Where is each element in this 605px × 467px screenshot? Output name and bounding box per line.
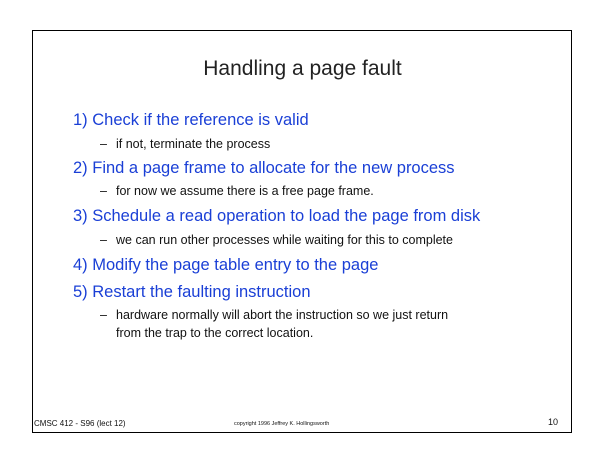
sub-text: we can run other processes while waiting for this to complete (116, 233, 453, 247)
point-1: 1) Check if the reference is valid (73, 111, 309, 129)
dash-marker: – (100, 308, 107, 322)
footer-copyright: copyright 1996 Jeffrey K. Hollingsworth (234, 421, 330, 427)
dash-marker: – (100, 184, 107, 198)
point-3: 3) Schedule a read operation to load the page from disk (73, 207, 481, 225)
point-5: 5) Restart the faulting instruction (73, 283, 311, 301)
point-2-sub-1 (100, 183, 374, 199)
page-number: 10 (548, 417, 559, 427)
dash-marker: – (100, 137, 107, 151)
sub-text: hardware normally will abort the instruction so we just return (116, 308, 449, 322)
slide-title: Handling a page fault (203, 57, 402, 80)
point-3-sub-1 (100, 232, 453, 248)
dash-marker: – (100, 233, 107, 247)
point-5-sub-1 (100, 307, 448, 323)
point-2: 2) Find a page frame to allocate for the new process (73, 159, 455, 177)
sub-text: for now we assume there is a free page frame. (116, 184, 374, 198)
sub-text: if not, terminate the process (116, 137, 271, 151)
point-1-sub-1 (100, 136, 270, 152)
point-5-sub-1-continued: from the trap to the correct location. (116, 326, 314, 340)
point-4: 4) Modify the page table entry to the page (73, 256, 379, 274)
footer-course: CMSC 412 - S96 (lect 12) (34, 419, 126, 428)
